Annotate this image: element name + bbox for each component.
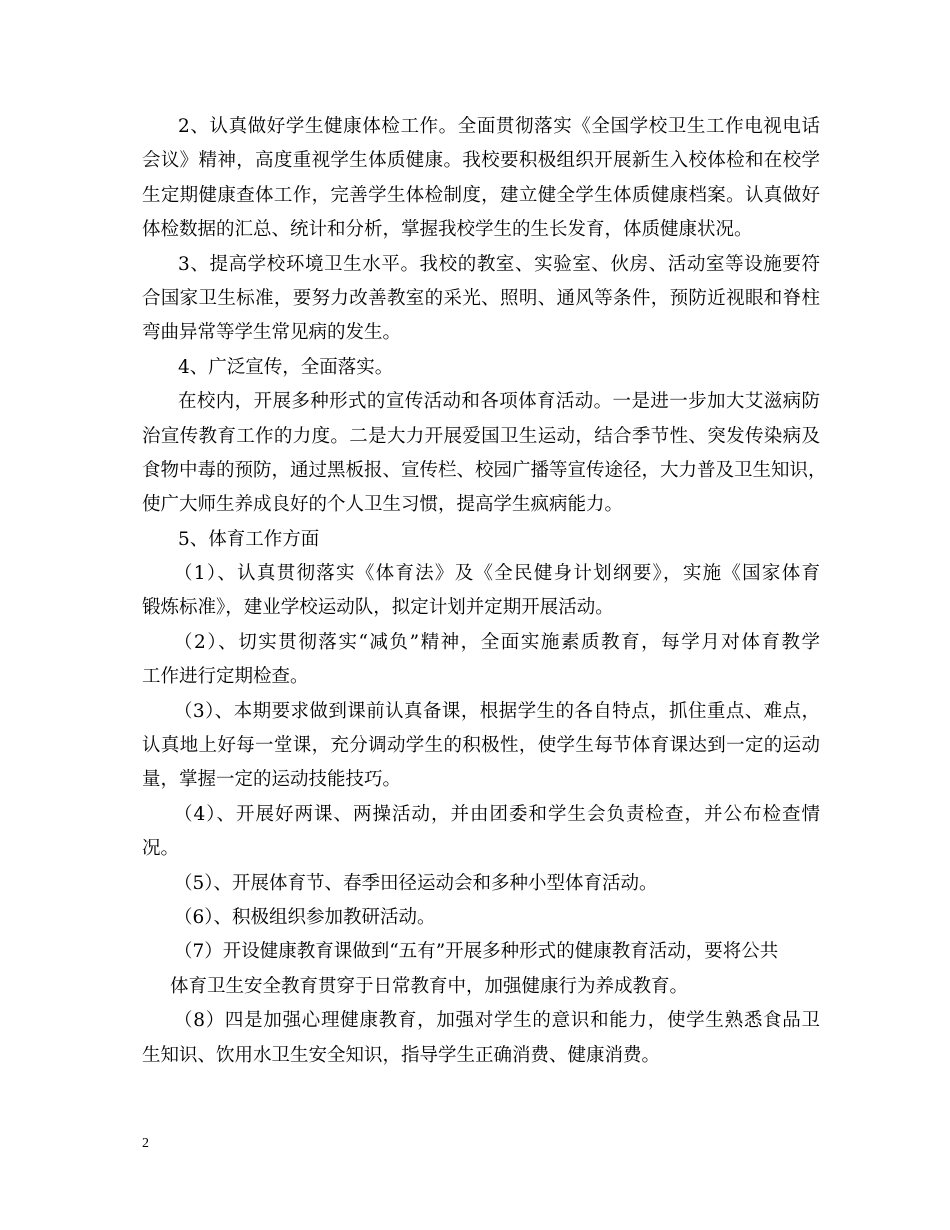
page-number: 2 xyxy=(142,1136,149,1151)
text-line: 4、广泛宣传，全面落实。 xyxy=(178,356,394,378)
text-line: 2、认真做好学生健康体检工作。全面贯彻落实《全国学校卫生工作电视电话 xyxy=(178,116,820,137)
paragraph xyxy=(142,385,827,523)
document-body xyxy=(142,110,827,1073)
text-line: 认真地上好每一堂课，充分调动学生的积极性，使学生每节体育课达到一定的运动 xyxy=(142,735,820,757)
text-line: （1）、认真贯彻落实《体育法》及《全民健身计划纲要》，实施《国家体育 xyxy=(174,563,820,585)
text-line: 体育卫生安全教育贯穿于日常教育中，加强健康行为养成教育。 xyxy=(170,975,689,997)
text-line: （5）、开展体育节、春季田径运动会和多种小型体育活动。 xyxy=(174,872,658,894)
text-line: （7）开设健康教育课做到“五有”开展多种形式的健康教育活动，要将公共 xyxy=(174,941,779,963)
paragraph xyxy=(142,798,820,867)
text-line: 锻炼标准》，建业学校运动队，拟定计划并定期开展活动。 xyxy=(142,597,614,619)
text-line: 3、提高学校环境卫生水平。我校的教室、实验室、伙房、活动室等设施要符 xyxy=(178,253,820,275)
paragraph xyxy=(142,351,820,385)
text-line: （2）、切实贯彻落实“减负”精神，全面实施素质教育，每学月对体育教学 xyxy=(174,631,820,653)
text-line: 治宣传教育工作的力度。二是大力开展爱国卫生运动，结合季节性、突发传染病及 xyxy=(142,425,820,447)
text-line: 食物中毒的预防，通过黑板报、宣传栏、校园广播等宣传途径，大力普及卫生知识， xyxy=(142,459,827,481)
paragraph xyxy=(142,867,820,901)
text-line: （4）、开展好两课、两操活动，并由团委和学生会负责检查，并公布检查情 xyxy=(174,803,820,825)
text-line: 生定期健康查体工作，完善学生体检制度，建立健全学生体质健康档案。认真做好 xyxy=(142,184,820,206)
paragraph xyxy=(142,935,820,1004)
text-line: 使广大师生养成良好的个人卫生习惯，提高学生疯病能力。 xyxy=(142,494,624,516)
text-line: 会议》精神，高度重视学生体质健康。我校要积极组织开展新生入校体检和在校学 xyxy=(142,150,820,172)
text-line: 体检数据的汇总、统计和分析，掌握我校学生的生长发育，体质健康状况。 xyxy=(142,219,753,241)
paragraph xyxy=(142,248,820,351)
text-line: 5、体育工作方面 xyxy=(178,528,320,550)
paragraph xyxy=(142,1004,820,1073)
text-line: 合国家卫生标准，要努力改善教室的采光、照明、通风等条件，预防近视眼和脊柱 xyxy=(142,287,820,309)
paragraph xyxy=(142,626,820,695)
text-line: （8）四是加强心理健康教育，加强对学生的意识和能力，使学生熟悉食品卫 xyxy=(174,1010,820,1032)
text-line: 量，掌握一定的运动技能技巧。 xyxy=(142,769,402,791)
text-line: （3）、本期要求做到课前认真备课，根据学生的各自特点，抓住重点、难点， xyxy=(174,700,820,722)
paragraph xyxy=(142,557,820,626)
paragraph xyxy=(142,901,820,935)
paragraph xyxy=(142,110,820,248)
paragraph xyxy=(142,523,820,557)
text-line: 工作进行定期检查。 xyxy=(142,666,309,688)
text-line: 弯曲异常等学生常见病的发生。 xyxy=(142,322,402,344)
paragraph xyxy=(142,695,820,798)
text-line: 在校内，开展多种形式的宣传活动和各项体育活动。一是进一步加大艾滋病防 xyxy=(178,391,820,413)
text-line: 况。 xyxy=(142,838,180,860)
text-line: 生知识、饮用水卫生安全知识，指导学生正确消费、健康消费。 xyxy=(142,1044,661,1066)
text-line: （6）、积极组织参加教研活动。 xyxy=(174,906,436,928)
